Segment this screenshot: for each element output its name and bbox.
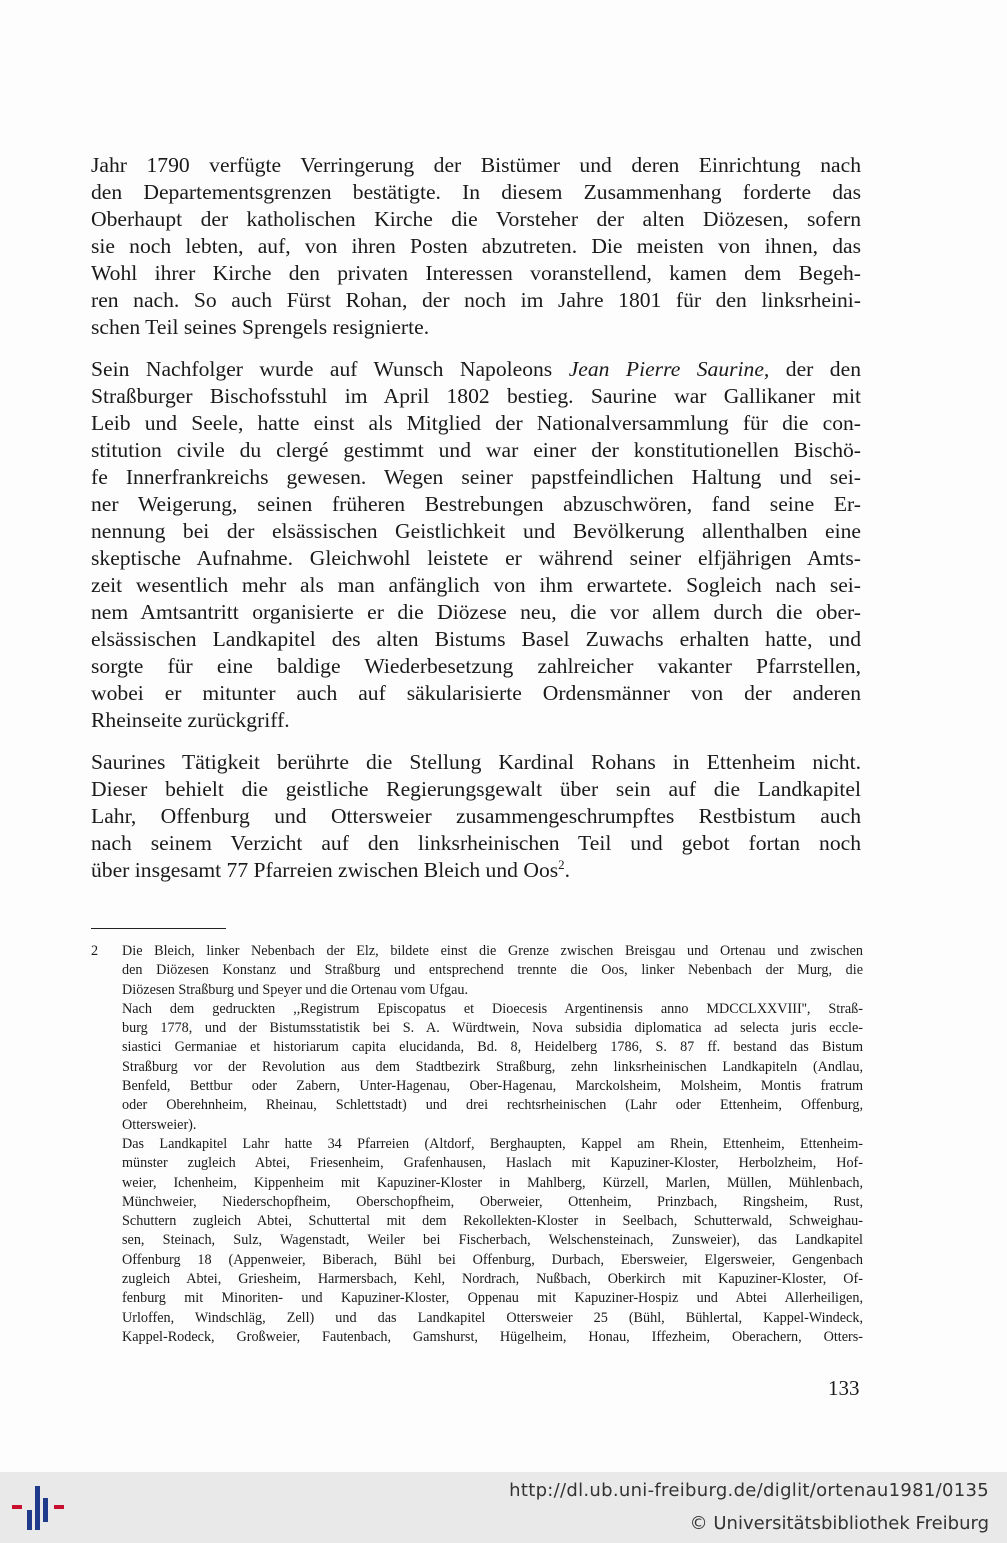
text-line: schen Teil seines Sprengels resignierte.	[91, 315, 430, 339]
text-line: stitution civile du clergé gestimmt und war einer der konstitutionellen Bischö-	[91, 438, 861, 462]
text-line: Leib und Seele, hatte einst als Mitglied der Nationalversammlung für die con-	[91, 411, 861, 435]
text-line: sorgte für eine baldige Wiederbesetzung zahlreicher vakanter Pfarrstellen,	[91, 654, 861, 678]
text-line: Saurines Tätigkeit berührte die Stellung Kardinal Rohans in Ettenheim nicht.	[91, 750, 861, 774]
text-line: fe Innerfrankreichs gewesen. Wegen seiner papstfeindlichen Haltung und sei-	[91, 465, 861, 489]
text-line: ner Weigerung, seinen früheren Bestrebungen abzuschwören, fand seine Er-	[91, 492, 861, 516]
page-number: 133	[828, 1376, 860, 1400]
text-line: nach seinem Verzicht auf den linksrheinischen Teil und gebot fortan noch	[91, 831, 861, 855]
text-line: Oberhaupt der katholischen Kirche die Vorsteher der alten Diözesen, sofern	[91, 207, 861, 231]
text-line	[91, 857, 861, 884]
text-segment: über insgesamt 77 Pfarreien zwischen Bleich und Oos	[91, 858, 559, 882]
text-line: Lahr, Offenburg und Ottersweier zusammengeschrumpftes Restbistum auch	[91, 804, 861, 828]
document-url-link[interactable]: http://dl.ub.uni-freiburg.de/diglit/ortenau1981/0135	[509, 1480, 989, 1501]
text-line: Wohl ihrer Kirche den privaten Interessen voranstellend, kamen dem Begeh-	[91, 261, 861, 285]
text-line: Rheinseite zurückgriff.	[91, 708, 290, 732]
footnote-line: siastici Germaniae et historiarum capita elucidanda, Bd. 8, Heidelberg 1786, S. 87 ff. bestand das Bistum	[122, 1039, 863, 1056]
paragraph-3	[91, 749, 861, 884]
text-line: Jahr 1790 verfügte Verringerung der Bistümer und deren Einrichtung nach	[91, 153, 861, 177]
footnote-line: Das Landkapitel Lahr hatte 34 Pfarreien (Altdorf, Berghaupten, Kappel am Rhein, Ettenheim, Ettenheim-	[122, 1135, 863, 1152]
text-line: Straßburger Bischofsstuhl im April 1802 bestieg. Saurine war Gallikaner mit	[91, 384, 861, 408]
text-line: elsässischen Landkapitel des alten Bistums Basel Zuwachs erhalten hatte, und	[91, 627, 861, 651]
footnote-line: münster zugleich Abtei, Friesenheim, Grafenhausen, Haslach mit Kapuziner-Kloster, Herbolzheim, Hof-	[122, 1155, 863, 1172]
footnote-line: Kappel-Rodeck, Großweier, Fautenbach, Gamshurst, Hügelheim, Honau, Iffezheim, Oberachern, Otters-	[122, 1328, 863, 1345]
paragraph-1	[91, 152, 861, 341]
footnote-line: Nach dem gedruckten ,,Registrum Episcopatus et Dioecesis Argentinensis anno MDCCLXXVIII'', Straß-	[122, 1000, 863, 1017]
viewer-footer	[0, 1472, 1007, 1543]
footnotes	[91, 942, 863, 1347]
copyright-notice: © Universitätsbibliothek Freiburg	[689, 1513, 989, 1534]
text-line: nem Amtsantritt organisierte er die Diözese neu, die vor allem durch die ober-	[91, 600, 861, 624]
footnote-line: Ottersweier).	[122, 1116, 197, 1133]
text-line: wobei er mitunter auch auf säkularisierte Ordensmänner von der anderen	[91, 681, 861, 705]
main-text	[91, 152, 861, 899]
paragraph-2	[91, 356, 861, 734]
footnote-line: Münchweier, Niederschopfheim, Oberschopfheim, Oberweier, Ottenheim, Prinzbach, Ringsheim, Rust,	[122, 1193, 863, 1210]
footnote-line: sen, Steinach, Sulz, Wagenstadt, Weiler bei Fischerbach, Welschensteinach, Zunsweier), das Landkapitel	[122, 1232, 863, 1249]
footnote-line: Straßburg vor der Revolution aus dem Stadtbezirk Straßburg, zehn linksrheinischen Landkapiteln (Andlau,	[122, 1058, 863, 1075]
footnote-divider	[91, 928, 226, 929]
text-segment: Sein Nachfolger wurde auf Wunsch Napoleons	[91, 357, 569, 381]
text-line: zeit wesentlich mehr als man anfänglich von ihm erwartete. Sogleich nach sei-	[91, 573, 861, 597]
footnote-line: oder Oberehnheim, Rheinau, Schlettstadt) und drei rechtsrheinischen (Lahr oder Ettenheim, Offenburg,	[122, 1097, 863, 1114]
italic-name: Jean Pierre Saurine,	[568, 357, 770, 381]
footnote-line: fenburg mit Minoriten- und Kapuziner-Kloster, Oppenau mit Kapuziner-Hospiz und Abtei Allerheiligen,	[122, 1290, 863, 1307]
footnote-line: Benfeld, Bettbur oder Zabern, Unter-Hagenau, Ober-Hagenau, Marckolsheim, Molsheim, Montis fratrum	[122, 1078, 863, 1095]
footnote-line: Offenburg 18 (Appenweier, Biberach, Bühl bei Offenburg, Durbach, Ebersweier, Elgersweier, Gengenbach	[122, 1251, 863, 1268]
text-segment: .	[564, 858, 571, 882]
text-line: sie noch lebten, auf, von ihren Posten abzutreten. Die meisten von ihnen, das	[91, 234, 861, 258]
text-line	[91, 356, 861, 383]
footnote-line: den Diözesen Konstanz und Straßburg und entsprechend trennte die Oos, linker Nebenbach der Murg, die	[122, 962, 863, 979]
footnote-body	[122, 942, 863, 1347]
text-line: den Departementsgrenzen bestätigte. In diesem Zusammenhang forderte das	[91, 180, 861, 204]
footnote-line: weier, Ichenheim, Kippenheim mit Kapuziner-Kloster in Mahlberg, Kürzell, Marlen, Müllen, Mühlenbach,	[122, 1174, 863, 1191]
footnote-line: zugleich Abtei, Griesheim, Harmersbach, Kehl, Nordrach, Nußbach, Oberkirch mit Kapuziner-Kloster, Of-	[122, 1271, 863, 1288]
footnote-line: burg 1778, und der Bistumsstatistik bei S. A. Würdtwein, Nova subsidia diplomatica ad selecta juris eccle-	[122, 1020, 863, 1037]
footnote-line: Die Bleich, linker Nebenbach der Elz, bildete einst die Grenze zwischen Breisgau und Ortenau und zwischen	[122, 943, 863, 959]
text-line: ren nach. So auch Fürst Rohan, der noch im Jahre 1801 für den linksrheini-	[91, 288, 861, 312]
ub-freiburg-logo-icon[interactable]	[10, 1484, 66, 1532]
footnote-reference[interactable]: 2	[558, 856, 565, 872]
text-line: Dieser behielt die geistliche Regierungsgewalt über sein auf die Landkapitel	[91, 777, 861, 801]
footnote-number: 2	[91, 943, 99, 959]
text-segment: der den	[769, 357, 861, 381]
footnote-line: Schuttern zugleich Abtei, Schuttertal mit dem Rekollekten-Kloster in Seelbach, Schutterwald, Schweighau-	[122, 1213, 863, 1230]
footnote-line: Urloffen, Windschläg, Zell) und das Landkapitel Ottersweier 25 (Bühl, Bühlertal, Kappel-Windeck,	[122, 1309, 863, 1326]
text-line: nennung bei der elsässischen Geistlichkeit und Bevölkerung allenthalben eine	[91, 519, 861, 543]
text-line: skeptische Aufnahme. Gleichwohl leistete er während seiner elfjährigen Amts-	[91, 546, 861, 570]
footnote-line: Diözesen Straßburg und Speyer und die Ortenau vom Ufgau.	[122, 981, 469, 998]
